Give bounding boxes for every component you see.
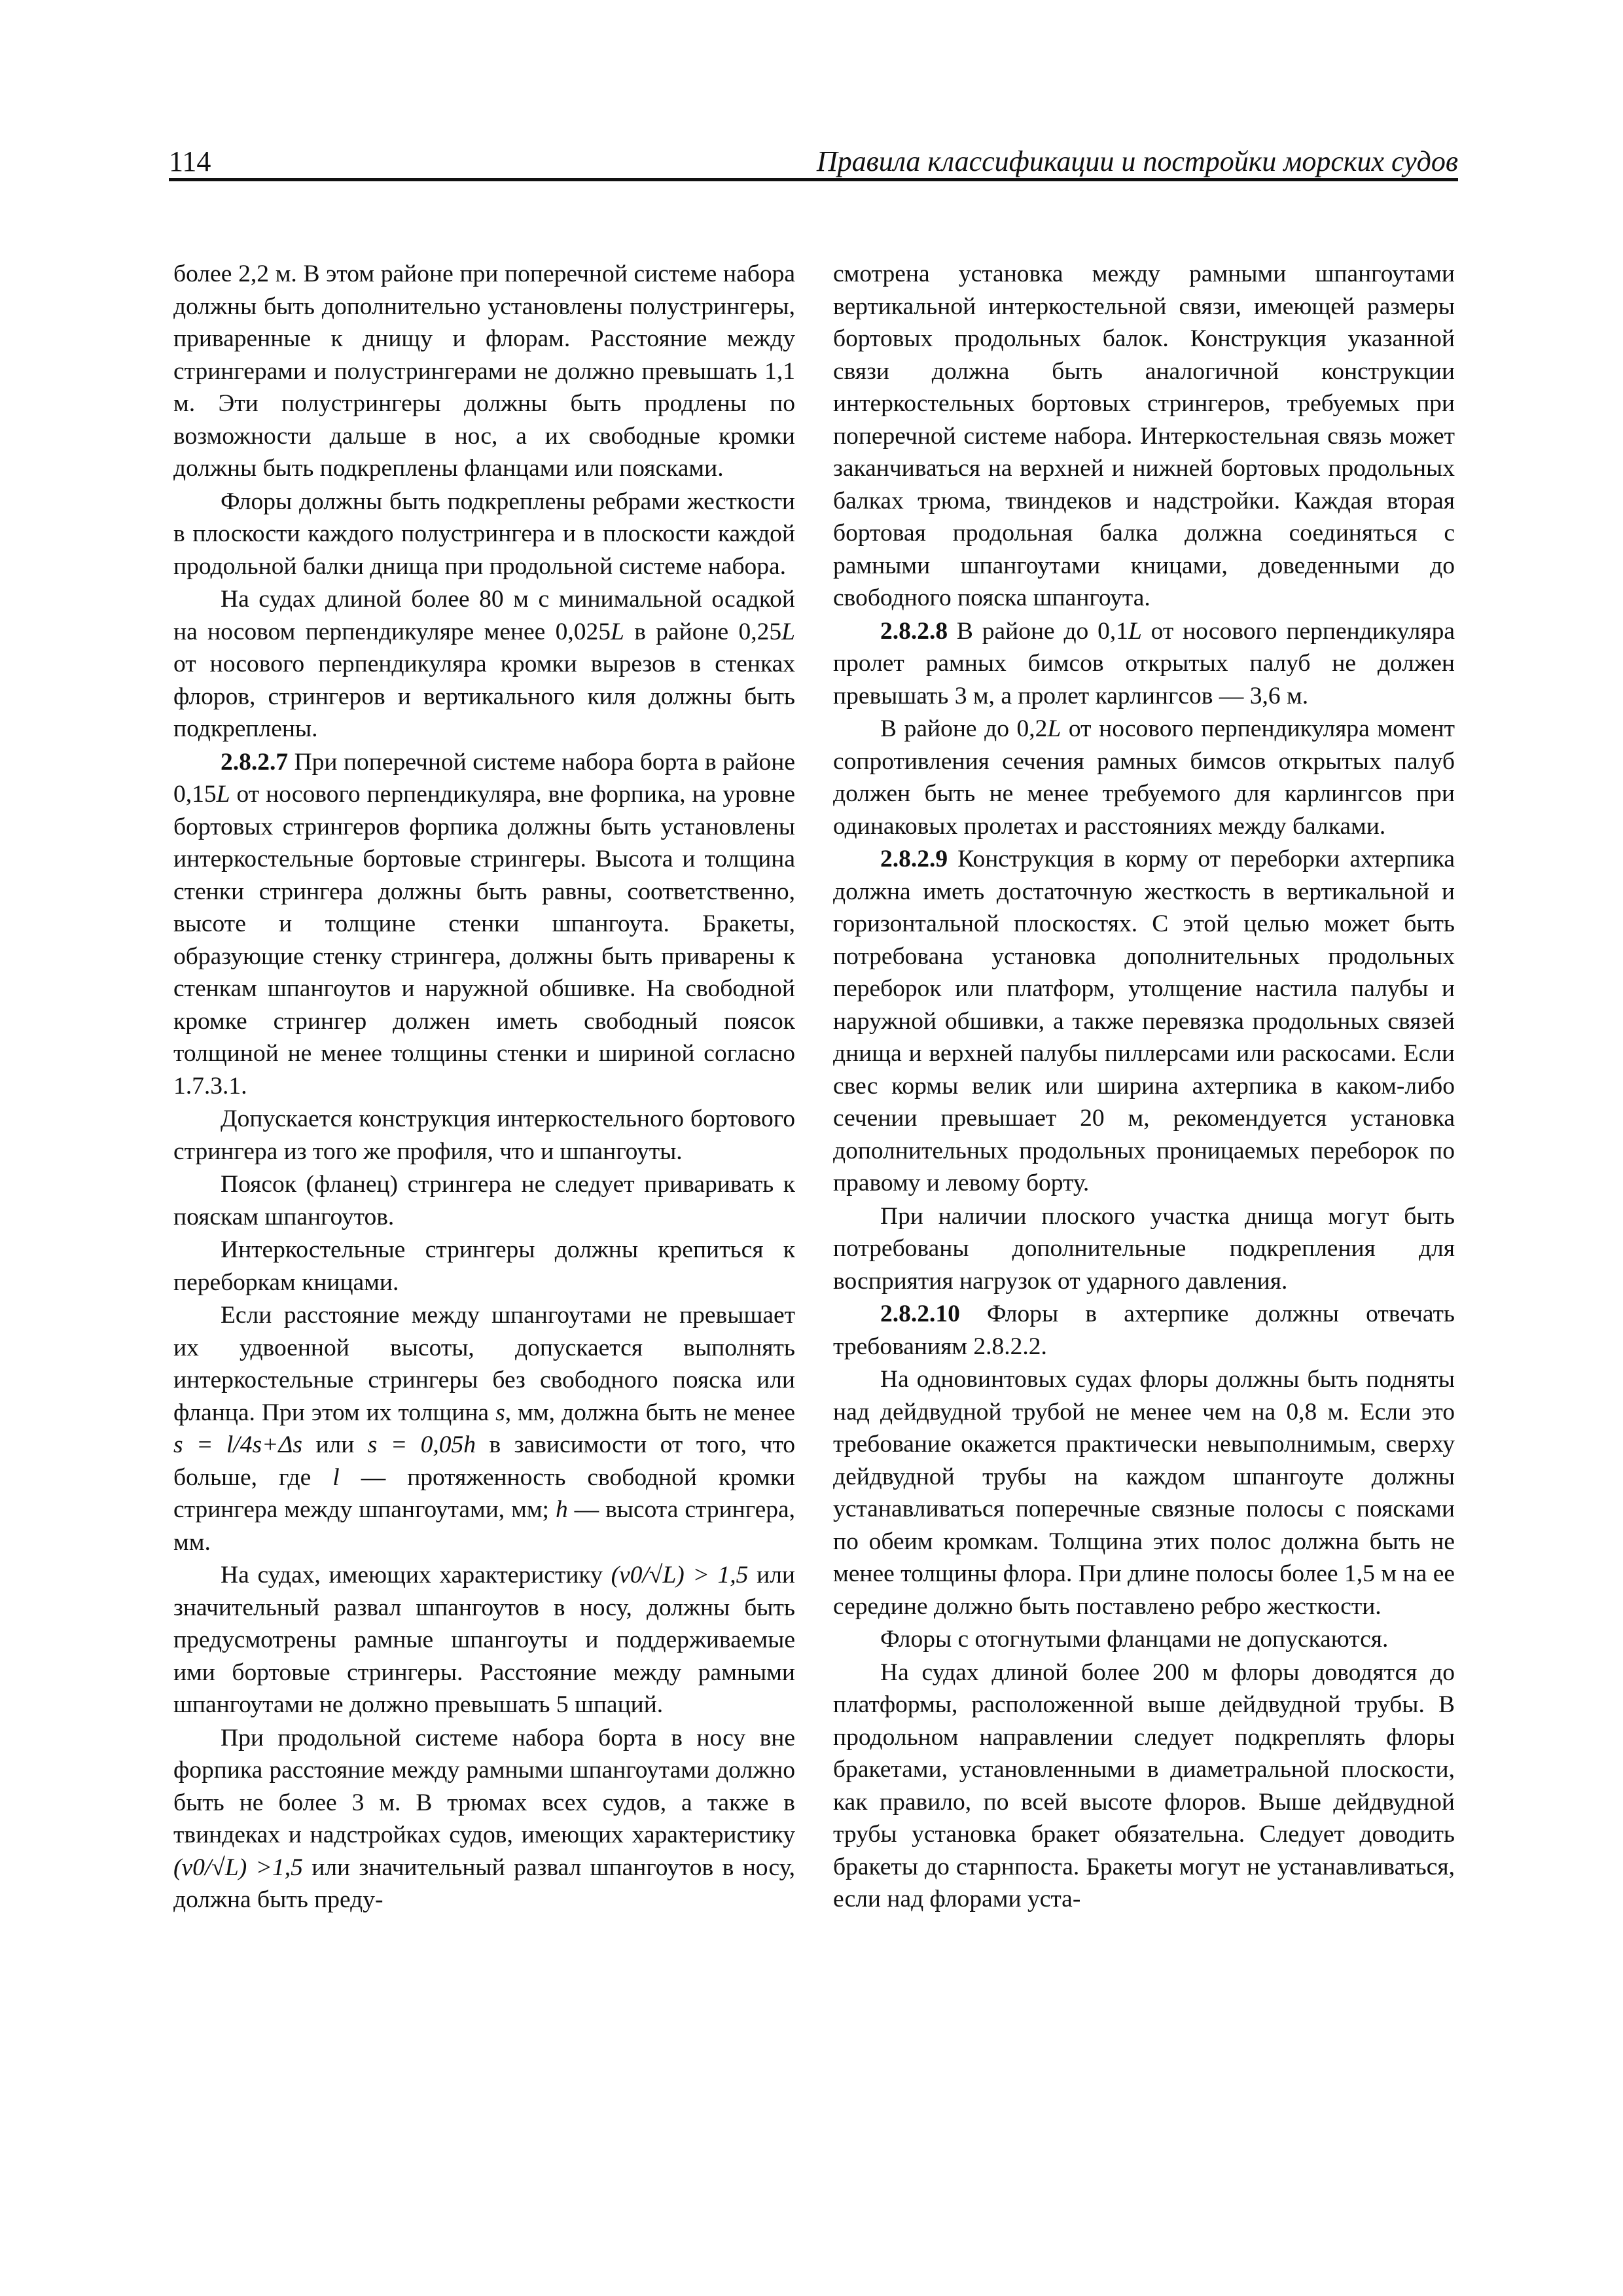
paragraph: На судах длиной более 80 м с минимальной осадкой на носовом перпендикуляре менее 0,025L в районе 0,25L от носового перпендикуляра кромки вырезов в стенках флоров, стрингеров и вертикального киля должны быть подкреплены.	[173, 586, 795, 742]
paragraph: При продольной системе набора борта в носу вне форпика расстояние между рамными шпангоутами должно быть не более 3 м. В трюмах всех судов, а также в твиндеках и надстройках судов, имеющих характеристику (v0/√L) >1,5 или значительный развал шпангоутов в носу, должна быть преду-	[173, 1724, 795, 1913]
clause-number: 2.8.2.8	[880, 617, 948, 645]
paragraph: Допускается конструкция интеркостельного бортового стрингера из того же профиля, что и шпангоуты.	[173, 1105, 795, 1165]
page-header	[169, 145, 1458, 181]
paragraph: Флоры с отогнутыми фланцами не допускаются.	[880, 1626, 1389, 1653]
formula: s = l/4s+Δs	[173, 1431, 302, 1458]
clause-2-8-2-9: 2.8.2.9 Конструкция в корму от переборки ахтерпика должна иметь достаточную жесткость в вертикальной и горизонтальной плоскостях. С этой целью может быть потребована установка дополнительных продольных переборок или платформ, утолщение настила палубы и наружной обшивки, а также перевязка продольных связей днища и верхней палубы пиллерсами или раскосами. Если свес кормы велик или ширина ахтерпика в каком-либо сечении превышает 20 м, рекомендуется установка дополнительных продольных проницаемых переборок по правому и левому борту.	[833, 846, 1455, 1196]
clause-2-8-2-8: 2.8.2.8 В районе до 0,1L от носового перпендикуляра пролет рамных бимсов открытых палуб не должен превышать 3 м, а пролет карлингсов — 3,6 м.	[833, 617, 1455, 709]
paragraph: На судах, имеющих характеристику (v0/√L) > 1,5 или значительный развал шпангоутов в носу, должны быть предусмотрены рамные шпангоуты и поддерживаемые ими бортовые стрингеры. Расстояние между рамными шпангоутами не должно превышать 5 шпаций.	[173, 1562, 795, 1718]
paragraph: При наличии плоского участка днища могут быть потребованы дополнительные подкрепления для восприятия нагрузок от ударного давления.	[833, 1202, 1455, 1295]
formula: (v0/√L) >1,5	[173, 1854, 303, 1881]
paragraph: более 2,2 м. В этом районе при поперечной системе набора должны быть дополнительно установлены полустрингеры, приваренные к днищу и флорам. Расстояние между стрингерами и полустрингерами не должно превышать 1,1 м. Эти полустрингеры должны быть продлены по возможности дальше в нос, а их свободные кромки должны быть подкреплены фланцами или поясками.	[173, 260, 795, 482]
clause-2-8-2-7: 2.8.2.7 При поперечной системе набора борта в районе 0,15L от носового перпендикуляра, вне форпика, на уровне бортовых стрингеров форпика должны быть установлены интеркостельные бортовые стрингеры. Высота и толщина стенки стрингера должны быть равны, соответственно, высоте и толщине стенки шпангоута. Бракеты, образующие стенку стрингера, должны быть приварены к стенкам шпангоутов и наружной обшивке. На свободной кромке стрингер должен иметь свободный поясок толщиной не менее толщины стенки и шириной согласно 1.7.3.1.	[173, 748, 795, 1100]
paragraph: На судах длиной более 200 м флоры доводятся до платформы, расположенной выше дейдвудной трубы. В продольном направлении следует подкреплять флоры бракетами, установленными в диаметральной плоскости, как правило, по всей высоте флоров. Выше дейдвудной трубы установка бракет обязательна. Следует доводить бракеты до старнпоста. Бракеты могут не устанавливаться, если над флорами уста-	[833, 1659, 1455, 1912]
clause-number: 2.8.2.10	[880, 1300, 960, 1327]
left-column	[173, 258, 795, 1917]
right-column	[833, 258, 1455, 1916]
paragraph: Если расстояние между шпангоутами не превышает их удвоенной высоты, допускается выполнять интеркостельные стрингеры без свободного пояска или фланца. При этом их толщина s, мм, должна быть не менее s = l/4s+Δs или s = 0,05h в зависимости от того, что больше, где l — протяженность свободной кромки стрингера между шпангоутами, мм; h — высота стрингера, мм.	[173, 1302, 796, 1556]
page-number: 114	[169, 145, 211, 177]
formula: (v0/√L) > 1,5	[611, 1562, 749, 1588]
paragraph: смотрена установка между рамными шпангоутами вертикальной интеркостельной связи, имеющей размеры бортовых продольных балок. Конструкция указанной связи должна быть аналогичной конструкции интеркостельных бортовых стрингеров, требуемых при поперечной системе набора. Интеркостельная связь может заканчиваться на верхней и нижней бортовых продольных балках трюма, твиндеков и надстройки. Каждая вторая бортовая продольная балка должна соединяться с рамными шпангоутами кницами, доведенными до свободного пояска шпангоута.	[833, 260, 1455, 611]
paragraph: Поясок (фланец) стрингера не следует приваривать к пояскам шпангоутов.	[173, 1171, 795, 1230]
clause-2-8-2-10: 2.8.2.10 Флоры в ахтерпике должны отвечать требованиям 2.8.2.2.	[833, 1300, 1455, 1360]
paragraph: Интеркостельные стрингеры должны крепиться к переборкам кницами.	[173, 1236, 795, 1296]
running-title: Правила классификации и постройки морских судов	[816, 145, 1458, 177]
paragraph: На одновинтовых судах флоры должны быть подняты над дейдвудной трубой не менее чем на 0,8 м. Если это требование окажется практически невыполнимым, сверху дейдвудной трубы на каждом шпангоуте должны устанавливаться поперечные связные полосы с поясками по обеим кромкам. Толщина этих полос должна быть не менее толщины флора. При длине полосы более 1,5 м на ее середине должно быть поставлено ребро жесткости.	[833, 1366, 1455, 1620]
clause-number: 2.8.2.7	[221, 748, 289, 776]
clause-number: 2.8.2.9	[880, 846, 948, 872]
paragraph: В районе до 0,2L от носового перпендикуляра момент сопротивления сечения рамных бимсов открытых палуб должен быть не менее требуемого для карлингсов при одинаковых пролетах и расстояниях между балками.	[833, 715, 1455, 840]
formula: s = 0,05h	[367, 1431, 476, 1458]
paragraph: Флоры должны быть подкреплены ребрами жесткости в плоскости каждого полустрингера и в плоскости каждой продольной балки днища при продольной системе набора.	[173, 488, 795, 580]
